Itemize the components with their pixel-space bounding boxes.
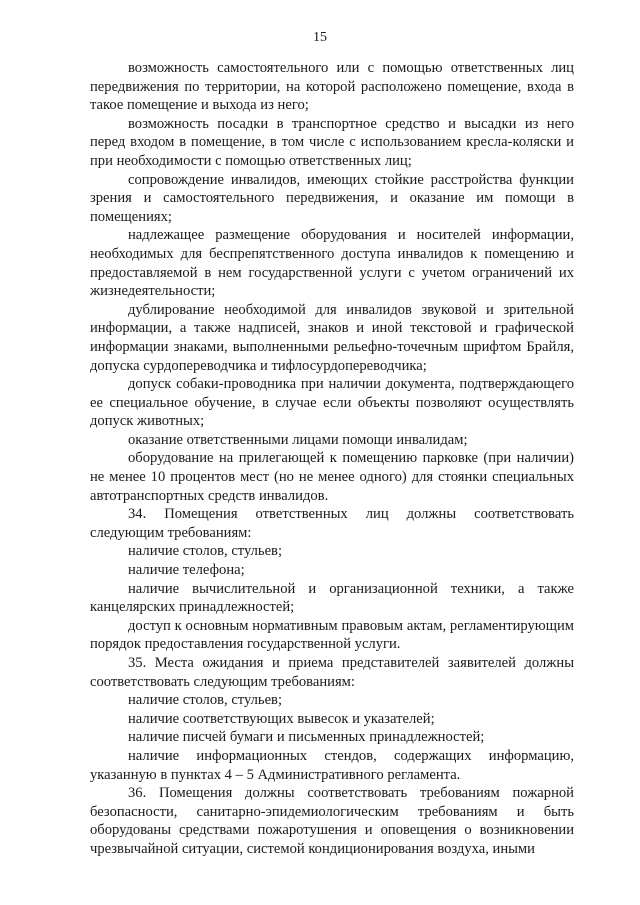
paragraph-item-35: 35. Места ожидания и приема представителей заявителей должны соответствовать следующим требованиям: [90, 655, 574, 690]
paragraph-tables-chairs: наличие столов, стульев; [128, 543, 282, 560]
paragraph-telephone: наличие телефона; [128, 562, 245, 579]
paragraph-guide-dog: допуск собаки-проводника при наличии документа, подтверждающего ее специальное обучение, в случае если объекты позволяют осуществлять допуск животных; [90, 376, 574, 430]
paragraph-assistance: оказание ответственными лицами помощи инвалидам; [128, 431, 468, 448]
paragraph-escort: сопровождение инвалидов, имеющих стойкие расстройства функции зрения и самостоятельного передвижения, и оказание им помощи в помещениях; [90, 171, 574, 225]
paragraph-info-stands: наличие информационных стендов, содержащих информацию, указанную в пунктах 4 – 5 Административного регламента. [90, 747, 574, 783]
paragraph-item-34: 34. Помещения ответственных лиц должны соответствовать следующим требованиям: [90, 506, 574, 541]
paragraph-equipment-placement: надлежащее размещение оборудования и носителей информации, необходимых для беспрепятственного доступа инвалидов к помещению и предоставляемой в нем государственной услуги с учетом ограничений их жизнедеятельности; [90, 227, 574, 300]
paragraph-regulatory-acts: доступ к основным нормативным правовым актам, регламентирующим порядок предоставления государственной услуги. [90, 617, 574, 653]
paragraph-item-36: 36. Помещения должны соответствовать требованиям пожарной безопасности, санитарно-эпидемиологическим требованиям и быть оборудованы средствами пожаротушения и оповещения о возникновении чрезвычайной ситуации, системой кондиционирования воздуха, иными [90, 785, 574, 857]
body-text [90, 59, 574, 859]
paragraph-tables-chairs-waiting: наличие столов, стульев; [128, 692, 282, 709]
paragraph-parking: оборудование на прилегающей к помещению парковке (при наличии) не менее 10 процентов мест (но не менее одного) для стоянки специальных автотранспортных средств инвалидов. [90, 450, 574, 504]
paragraph-signs: наличие соответствующих вывесок и указателей; [128, 710, 435, 727]
paragraph-boarding-vehicle: возможность посадки в транспортное средство и высадки из него перед входом в помещение, в том числе с использованием кресла-коляски и при необходимости с помощью ответственных лиц; [90, 115, 574, 169]
paragraph-access-movement: возможность самостоятельного или с помощью ответственных лиц передвижения по территории, на которой расположено помещение, входа в такое помещение и выхода из него; [90, 60, 574, 114]
paragraph-information-duplication: дублирование необходимой для инвалидов звуковой и зрительной информации, а также надписей, знаков и иной текстовой и графической информации знаками, выполненными рельефно-точечным шрифтом Брайля, допуска сурдопереводчика и тифлосурдопереводчика; [90, 301, 574, 374]
paragraph-computing-equipment: наличие вычислительной и организационной техники, а также канцелярских принадлежностей; [90, 580, 574, 616]
page-number: 15 [313, 30, 327, 45]
paragraph-writing-supplies: наличие писчей бумаги и письменных принадлежностей; [128, 729, 485, 746]
